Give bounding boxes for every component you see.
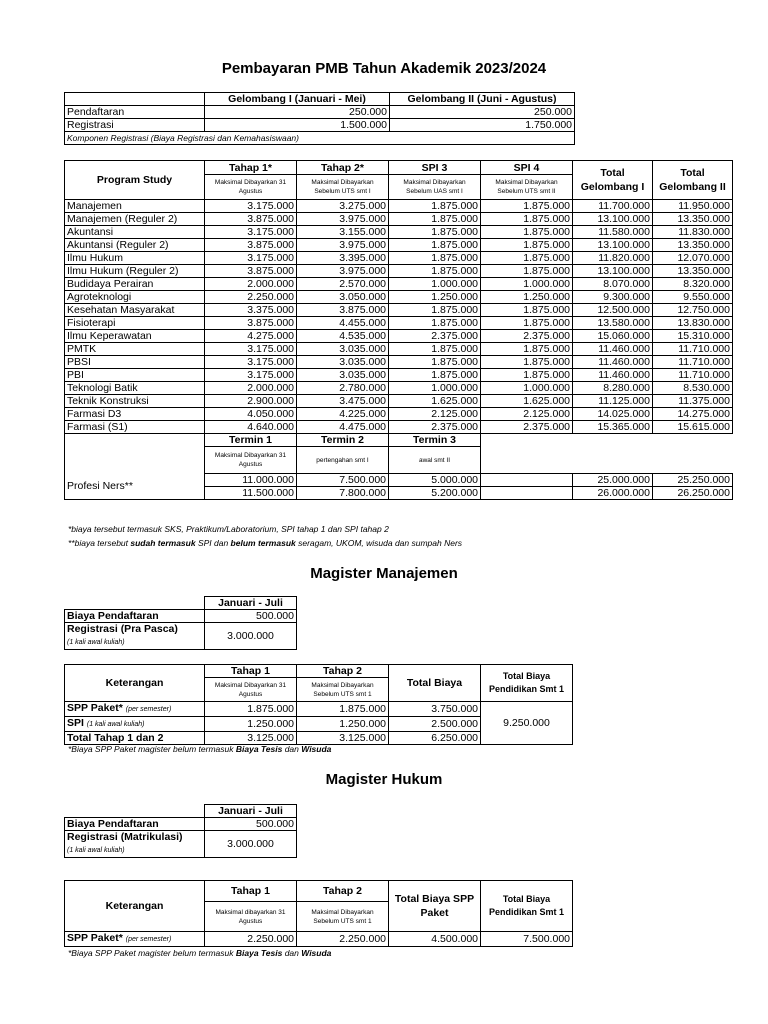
- table-row: Ilmu Hukum 3.175.000 3.395.000 1.875.000 1.875.000 11.820.000 12.070.000: [65, 252, 733, 265]
- table-row: Pendaftaran 250.000 250.000: [65, 106, 575, 119]
- table-row: Fisioterapi 3.875.000 4.455.000 1.875.000 1.875.000 13.580.000 13.830.000: [65, 317, 733, 330]
- mm-fee-table: Keterangan Tahap 1 Tahap 2 Total Biaya Total Biaya Pendidikan Smt 1 Maksimal Dibayarkan 31 Agustus Maksimal Dibayarkan Sebelum UTS smt 1 SPP Paket* (per semester) 1.875.000 1.875.000 3.750.000 9.250.000 SPI (1 kali awal kuliah) 1.250.000 1.250.000 2.500.000 Total Tahap 1 dan 2 3.125.000 3.125.000 6.250.000: [64, 664, 573, 745]
- table-row: Budidaya Perairan 2.000.000 2.570.000 1.000.000 1.000.000 8.070.000 8.320.000: [65, 278, 733, 291]
- table-row: Profesi Ners** 11.000.000 7.500.000 5.000.000 25.000.000 25.250.000: [65, 474, 733, 487]
- pmb-title: Pembayaran PMB Tahun Akademik 2023/2024: [221, 60, 547, 77]
- table-row: Total Tahap 1 dan 2 3.125.000 3.125.000 6.250.000: [65, 732, 573, 745]
- mm-grand-total: 9.250.000: [481, 702, 573, 745]
- pmb-fee-table: [64, 92, 575, 145]
- table-row: Registrasi 1.500.000 1.750.000: [65, 119, 575, 132]
- table-row: SPP Paket* (per semester) 2.250.000 2.250.000 4.500.000 7.500.000: [65, 932, 573, 947]
- fee-header-g2: Gelombang II (Juni - Agustus): [390, 93, 575, 106]
- table-row: Registrasi (Matrikulasi) (1 kali awal kuliah) 3.000.000: [65, 831, 297, 858]
- table-row: Biaya Pendaftaran 500.000: [65, 818, 297, 831]
- fee-note: Komponen Registrasi (Biaya Registrasi dan Kemahasiswaan): [65, 132, 575, 145]
- table-row: Farmasi (S1) 4.640.000 4.475.000 2.375.000 2.375.000 15.365.000 15.615.000: [65, 421, 733, 434]
- table-row: Biaya Pendaftaran 500.000: [65, 610, 297, 623]
- mm-note: *Biaya SPP Paket magister belum termasuk Biaya Tesis dan Wisuda: [68, 744, 332, 754]
- table-row: PBSI 3.175.000 3.035.000 1.875.000 1.875.000 11.460.000 11.710.000: [65, 356, 733, 369]
- pmb-main-table: Program Study Tahap 1* Tahap 2* SPI 3 SPI 4 Total Gelombang I Total Gelombang II Maksimal Dibayarkan 31 Agustus Maksimal Dibayarkan Sebelum UTS smt I Maksimal Dibayarkan Sebelum UAS smt I Maksimal Dibayarkan Sebelum UTS smt II Manajemen 3.175.000 3.275.000 1.875.000 1.875.000 11.700.000 11.950.000 Manajemen (Reguler 2) 3.875.000 3.975.000 1.875.000 1.875.000 13.100.000 13.350.000 Akuntansi 3.175.000 3.155.000 1.875.000 1.875.000 11.580.000 11.830.000 Akuntansi (Reguler 2) 3.875.000 3.975.000 1.875.000 1.875.000 13.100.000 13.350.000 Ilmu Hukum 3.175.000 3.395.000 1.875.000 1.875.000 11.820.000 12.070.000 Ilmu Hukum (Reguler 2) 3.875.000 3.975.000 1.875.000 1.875.000 13.100.000 13.350.000 Budidaya Perairan 2.000.000 2.570.000 1.000.000 1.000.000 8.070.000 8.320.000 Agroteknologi 2.250.000 3.050.000 1.250.000 1.250.000 9.300.000 9.550.000 Kesehatan Masyarakat 3.375.000 3.875.000 1.875.000 1.875.000 12.500.000 12.750.000 Fisioterapi 3.875.000 4.455.000 1.875.000 1.875.000 13.580.000 13.830.000 Ilmu Keperawatan 4.275.000 4.535.000 2.375.000 2.375.000 15.060.000 15.310.000 PMTK 3.175.000 3.035.000 1.875.000 1.875.000 11.460.000 11.710.000 PBSI 3.175.000 3.035.000 1.875.000 1.875.000 11.460.000 11.710.000 PBI 3.175.000 3.035.000 1.875.000 1.875.000 11.460.000 11.710.000 Teknologi Batik 2.000.000 2.780.000 1.000.000 1.000.000 8.280.000 8.530.000 Teknik Konstruksi 2.900.000 3.475.000 1.625.000 1.625.000 11.125.000 11.375.000 Farmasi D3 4.050.000 4.225.000 2.125.000 2.125.000 14.025.000 14.275.000 Farmasi (S1) 4.640.000 4.475.000 2.375.000 2.375.000 15.365.000 15.615.000 Termin 1 Termin 2 Termin 3 Maksimal Dibayarkan 31 Agustus pertengahan smt I awal smt II Profesi Ners** 11.000.000 7.500.000 5.000.000 25.000.000 25.250.000 11.500.000 7.800.000 5.200.000 26.000.000 26.250.000: [64, 160, 733, 500]
- mh-reg-table: Januari - Juli Biaya Pendaftaran 500.000 Registrasi (Matrikulasi) (1 kali awal kuliah) 3.000.000: [64, 804, 297, 858]
- mh-title: Magister Hukum: [325, 771, 443, 788]
- table-row: Agroteknologi 2.250.000 3.050.000 1.250.000 1.250.000 9.300.000 9.550.000: [65, 291, 733, 304]
- pmb-note-1: *biaya tersebut termasuk SKS, Praktikum/Laboratorium, SPI tahap 1 dan SPI tahap 2: [68, 524, 389, 534]
- header-program: Program Study: [65, 161, 205, 200]
- table-row: PBI 3.175.000 3.035.000 1.875.000 1.875.000 11.460.000 11.710.000: [65, 369, 733, 382]
- mm-reg-table: Januari - Juli Biaya Pendaftaran 500.000 Registrasi (Pra Pasca) (1 kali awal kuliah) 3.000.000: [64, 596, 297, 650]
- mh-note: *Biaya SPP Paket magister belum termasuk Biaya Tesis dan Wisuda: [68, 948, 332, 958]
- table-row: Farmasi D3 4.050.000 4.225.000 2.125.000 2.125.000 14.025.000 14.275.000: [65, 408, 733, 421]
- table-row: 11.500.000 7.800.000 5.200.000 26.000.000 26.250.000: [65, 487, 733, 500]
- table-row: SPP Paket* (per semester) 1.875.000 1.875.000 3.750.000 9.250.000: [65, 702, 573, 717]
- table-row: Akuntansi (Reguler 2) 3.875.000 3.975.000 1.875.000 1.875.000 13.100.000 13.350.000: [65, 239, 733, 252]
- mm-title: Magister Manajemen: [310, 565, 458, 582]
- table-row: SPI (1 kali awal kuliah) 1.250.000 1.250.000 2.500.000: [65, 717, 573, 732]
- pmb-note-2: **biaya tersebut sudah termasuk SPI dan belum termasuk seragam, UKOM, wisuda dan sumpah Ners: [68, 538, 463, 548]
- table-row: Manajemen 3.175.000 3.275.000 1.875.000 1.875.000 11.700.000 11.950.000: [65, 200, 733, 213]
- table-row: Registrasi (Pra Pasca) (1 kali awal kuliah) 3.000.000: [65, 623, 297, 650]
- table-row: Kesehatan Masyarakat 3.375.000 3.875.000 1.875.000 1.875.000 12.500.000 12.750.000: [65, 304, 733, 317]
- mh-fee-table: Keterangan Tahap 1 Tahap 2 Total Biaya SPP Paket Total Biaya Pendidikan Smt 1 Maksimal dibayarkan 31 Agustus Maksimal Dibayarkan Sebelum UTS smt 1 SPP Paket* (per semester) 2.250.000 2.250.000 4.500.000 7.500.000: [64, 880, 573, 947]
- table-row: Manajemen (Reguler 2) 3.875.000 3.975.000 1.875.000 1.875.000 13.100.000 13.350.000: [65, 213, 733, 226]
- table-row: Teknologi Batik 2.000.000 2.780.000 1.000.000 1.000.000 8.280.000 8.530.000: [65, 382, 733, 395]
- table-row: Akuntansi 3.175.000 3.155.000 1.875.000 1.875.000 11.580.000 11.830.000: [65, 226, 733, 239]
- table-row: PMTK 3.175.000 3.035.000 1.875.000 1.875.000 11.460.000 11.710.000: [65, 343, 733, 356]
- ners-label: Profesi Ners**: [65, 474, 205, 500]
- fee-header-g1: Gelombang I (Januari - Mei): [205, 93, 390, 106]
- table-row: Ilmu Keperawatan 4.275.000 4.535.000 2.375.000 2.375.000 15.060.000 15.310.000: [65, 330, 733, 343]
- table-row: Teknik Konstruksi 2.900.000 3.475.000 1.625.000 1.625.000 11.125.000 11.375.000: [65, 395, 733, 408]
- table-row: Ilmu Hukum (Reguler 2) 3.875.000 3.975.000 1.875.000 1.875.000 13.100.000 13.350.000: [65, 265, 733, 278]
